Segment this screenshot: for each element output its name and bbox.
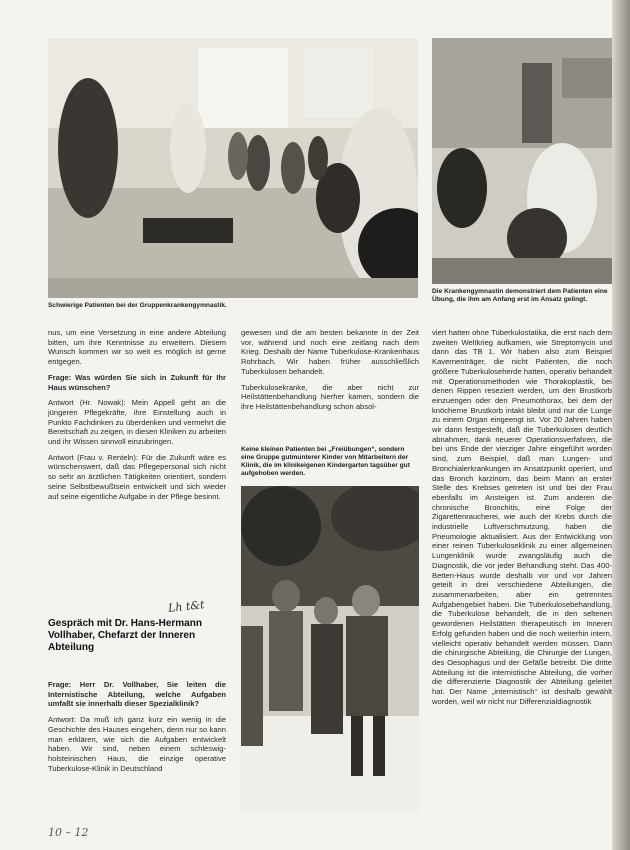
photo-children	[241, 486, 419, 812]
answer: Antwort (Frau v. Renteln): Für die Zukunft wäre es wünschenswert, daß das Pflegepersonal sich nicht so sehr an ärztlichen Tätigkeiten orientiert, sondern seine Selbstbewußtsein entwickelt und sich wieder auf seine eigentliche Aufgabe in der Pflege besinnt.	[48, 452, 226, 501]
question: Frage: Was würden Sie sich in Zukunft für Ihr Haus wünschen?	[48, 372, 226, 392]
text-column-2	[241, 328, 419, 418]
text-column-1b	[48, 680, 226, 779]
text-column-1	[48, 328, 226, 507]
signature: Lh t&t	[167, 598, 206, 615]
paragraph: gewesen und die am besten bekannte in der Zeit vor, während und noch eine zeitlang nach dem Krieg. Deshalb der Name Tuberkulose-Krankenhaus Rohrbach. Wir haben früher ausschließlich Tuberkulosen behandelt.	[241, 328, 419, 376]
paragraph: nus, um eine Versetzung in eine andere Abteilung bitten, um ihre Kenntnisse zu erweitern. Diesem Wunsch kommen wir so weit es möglich ist gerne entgegen.	[48, 328, 226, 367]
caption-photo-3: Keine kleinen Patienten bei „Freiübungen“, sondern eine Gruppe gutmunterer Kinder von Mitarbeitern der Klinik, die im klinikeigenen Kindergarten tagsüber gut aufgehoben werden.	[241, 446, 410, 477]
answer: Antwort (Hr. Nowak): Mein Appell geht an die jüngeren Pflegekräfte, ihre Einstellung auch in Punkto Fachdinken zu überdenken und vermehrt die Bereitschaft zu zeigen, in diesen Kliniken zu arbeiten und ihr Wissen sinnvoll einzubringen.	[48, 398, 226, 447]
text-column-3	[432, 328, 612, 712]
photo-physiotherapist	[432, 38, 612, 284]
photo-group-gymnastics	[48, 38, 418, 298]
caption-photo-1: Schwierige Patienten bei der Gruppenkrankengymnastik.	[48, 302, 227, 309]
page-number: 10 – 12	[48, 826, 89, 839]
interview-heading: Gespräch mit Dr. Hans-Hermann Vollhaber, Chefarzt der Inneren Abteilung	[48, 618, 202, 653]
page-edge-shadow	[612, 0, 630, 850]
paragraph: Tuberkulosekranke, die aber nicht zur Heilstättenbehandlung hierher kamen, sondern die ihre Heilstättenbehandlung schon absol-	[241, 382, 419, 411]
answer: Antwort: Da muß ich ganz kurz ein wenig in die Geschichte des Hauses eingehen, denn nur so kann man erklären, wie sich die Aufgaben entwickelt haben. Wir sind, neben einem schleswig-holsteinischen Haus, die einzige operative Tuberkulose-Klinik in Deutschland	[48, 715, 226, 773]
paragraph: viert hatten ohne Tuberkulostatika, die erst nach dem zweiten Weltkrieg aufkamen, wie Streptomycin und dann das TB 1. Wir haben also zum Beispiel Kavernenträger, die nicht Patienten, die noch größere Tuberkuloseherde hatten, operativ behandelt mit Operationsmethoden wie Thorakoplastik, bei denen Rippen reseziert werden, um den Brustkorb einzuengen oder den Pneumothorax, bei dem der knöcherne Brustkorb intakt bleibt und nur die Lunge zu einem Organ eingeengt ist. Vor 20 Jahren haben wir dann festgestellt, daß die Tuberkulosen deutlich abnahmen, dank neuerer Operationsverfahren, die bei uns Ende der vierziger Jahre eingeführt worden sind, zum Beispiel, daß man Lungen- und Bronchialerkrankungen im Ansatzpunkt operiert, und das Bronch karzinom, das beim Mann an erster Stelle des Krebses getreten ist und bei der Frau ebenfalls im Ansteigen ist. Zum anderen die chronische Bronchitis, eine Folge der Zigarettenraucherei, wie auch der Krebs durch die industrielle Luftverschmutzung, haben die Pneumologie aktualisiert. Aus der Entwicklung von einer reinen Tuberkuloseklinik zu einer allgemeinen Lungenklinik wurde zwangsläufig auch die Diagnostik, die vor jeder Behandlung steht. Das 400-Betten-Haus wurde deshalb vor und vor Jahren geteilt in drei verschiedene Abteilungen, die zusammenarbeiten, aber ein getrenntes Aufgabengebiet haben. Die Tuberkulosebehandlung, die Tuberkulose behandelt, die in den seltenen gewordenen Heilstätten therapeutisch im Inneren Erfolg gefunden haben und die noch weiterhin intern, vielleicht operativ behandelt werden müssen. Dann die chirurgische Abteilung, die Chirurgie der Lungen, des Oesophagus und der Gefäße betreibt. Die dritte Abteilung ist die internistische Abteilung, die vorher die differenzierte Diagnostik der Abteilung geleitet hat. Der Name „internistisch“ ist deshalb gewählt worden, weil wir nicht nur Differenzialdiagnostik	[432, 328, 612, 706]
question: Frage: Herr Dr. Vollhaber, Sie leiten die Internistische Abteilung, welche Aufgaben umfaßt sie innerhalb dieser Spezialklinik?	[48, 680, 226, 709]
caption-photo-2: Die Krankengymnastin demonstriert dem Patienten eine Übung, die ihm am Anfang erst im Ansatz gelingt.	[432, 288, 608, 303]
